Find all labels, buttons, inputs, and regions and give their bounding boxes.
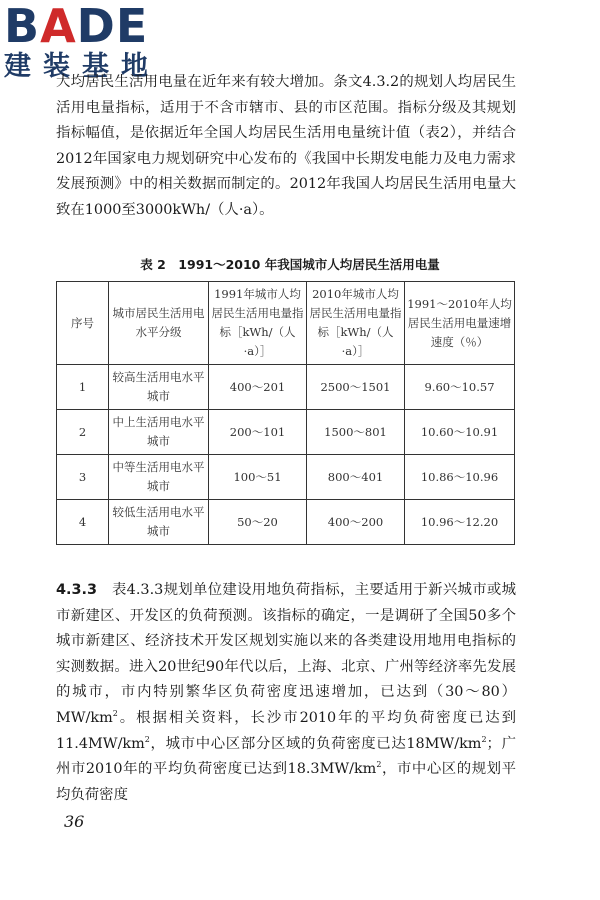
table-row <box>57 365 515 410</box>
cell-1991: 400～201 <box>209 365 307 410</box>
paragraph-text-d: ；广州市2010年的平均负荷密度已达到18.3MW/km <box>56 735 516 778</box>
cell-level: 中上生活用电水平城市 <box>109 410 209 455</box>
header-no: 序号 <box>57 282 109 365</box>
cell-1991: 50～20 <box>209 500 307 545</box>
cell-no: 1 <box>57 365 109 410</box>
cell-level: 较高生活用电水平城市 <box>109 365 209 410</box>
table-row <box>57 410 515 455</box>
cell-rate: 9.60～10.57 <box>405 365 515 410</box>
cell-2010: 2500～1501 <box>307 365 405 410</box>
table-header-row <box>57 282 515 365</box>
paragraph-text-b: 。根据相关资料，长沙市2010年的平均负荷密度已达到11.4MW/km <box>56 709 516 752</box>
cell-no: 3 <box>57 455 109 500</box>
paragraph-text-c: ，城市中心区部分区域的负荷密度已达18MW/km <box>149 735 482 752</box>
cell-1991: 100～51 <box>209 455 307 500</box>
header-2010: 2010年城市人均居民生活用电量指标［kWh/（人·a）］ <box>307 282 405 365</box>
cell-1991: 200～101 <box>209 410 307 455</box>
superscript: 2 <box>144 734 150 744</box>
cell-2010: 800～401 <box>307 455 405 500</box>
cell-rate: 10.60～10.91 <box>405 410 515 455</box>
superscript: 2 <box>112 709 118 719</box>
paragraph-section-4-3-3 <box>56 578 516 808</box>
superscript: 2 <box>376 760 382 770</box>
electricity-table <box>56 281 515 545</box>
table-row <box>57 455 515 500</box>
paragraph-text-e: ，市中心区的规划平均负荷密度 <box>56 761 516 803</box>
header-rate: 1991～2010年人均居民生活用电量速增速度（％） <box>405 282 515 365</box>
cell-no: 2 <box>57 410 109 455</box>
paragraph-text-a: 表4.3.3规划单位建设用地负荷指标，主要适用于新兴城市或城市新建区、开发区的负荷预测。该指标的确定，一是调研了全国50多个城市新建区、经济技术开发区规划实施以来的各类建设用地用电指标的实测数据。进入20世纪90年代以后，上海、北京、广州等经济率先发展的城市，市内特别繁华区负荷密度迅速增加，已达到（30～80）MW/km <box>56 582 516 726</box>
table-title: 表 2 1991～2010 年我国城市人均居民生活用电量 <box>140 257 440 272</box>
cell-level: 中等生活用电水平城市 <box>109 455 209 500</box>
cell-rate: 10.96～12.20 <box>405 500 515 545</box>
header-1991: 1991年城市人均居民生活用电量指标［kWh/（人·a）］ <box>209 282 307 365</box>
cell-no: 4 <box>57 500 109 545</box>
section-number: 4.3.3 <box>56 582 97 598</box>
table-row <box>57 500 515 545</box>
cell-2010: 1500～801 <box>307 410 405 455</box>
page-number: 36 <box>64 812 85 831</box>
header-level: 城市居民生活用电水平分级 <box>109 282 209 365</box>
logo-wordmark: BADE <box>4 0 149 53</box>
cell-level: 较低生活用电水平城市 <box>109 500 209 545</box>
logo-chinese: 建装基地 <box>4 51 160 82</box>
cell-rate: 10.86～10.96 <box>405 455 515 500</box>
paragraph-intro: 大均居民生活用电量在近年来有较大增加。条文4.3.2的规划人均居民生活用电量指标，适用于不含市辖市、县的市区范围。指标分级及其规划指标幅值，是依据近年全国人均居民生活用电量统计值（表2），并结合2012年国家电力规划研究中心发布的《我国中长期发电能力及电力需求发展预测》中的相关数据而制定的。2012年我国人均居民生活用电量大致在1000至3000kWh/（人·a）。 <box>56 74 516 218</box>
cell-2010: 400～200 <box>307 500 405 545</box>
superscript: 2 <box>481 734 487 744</box>
